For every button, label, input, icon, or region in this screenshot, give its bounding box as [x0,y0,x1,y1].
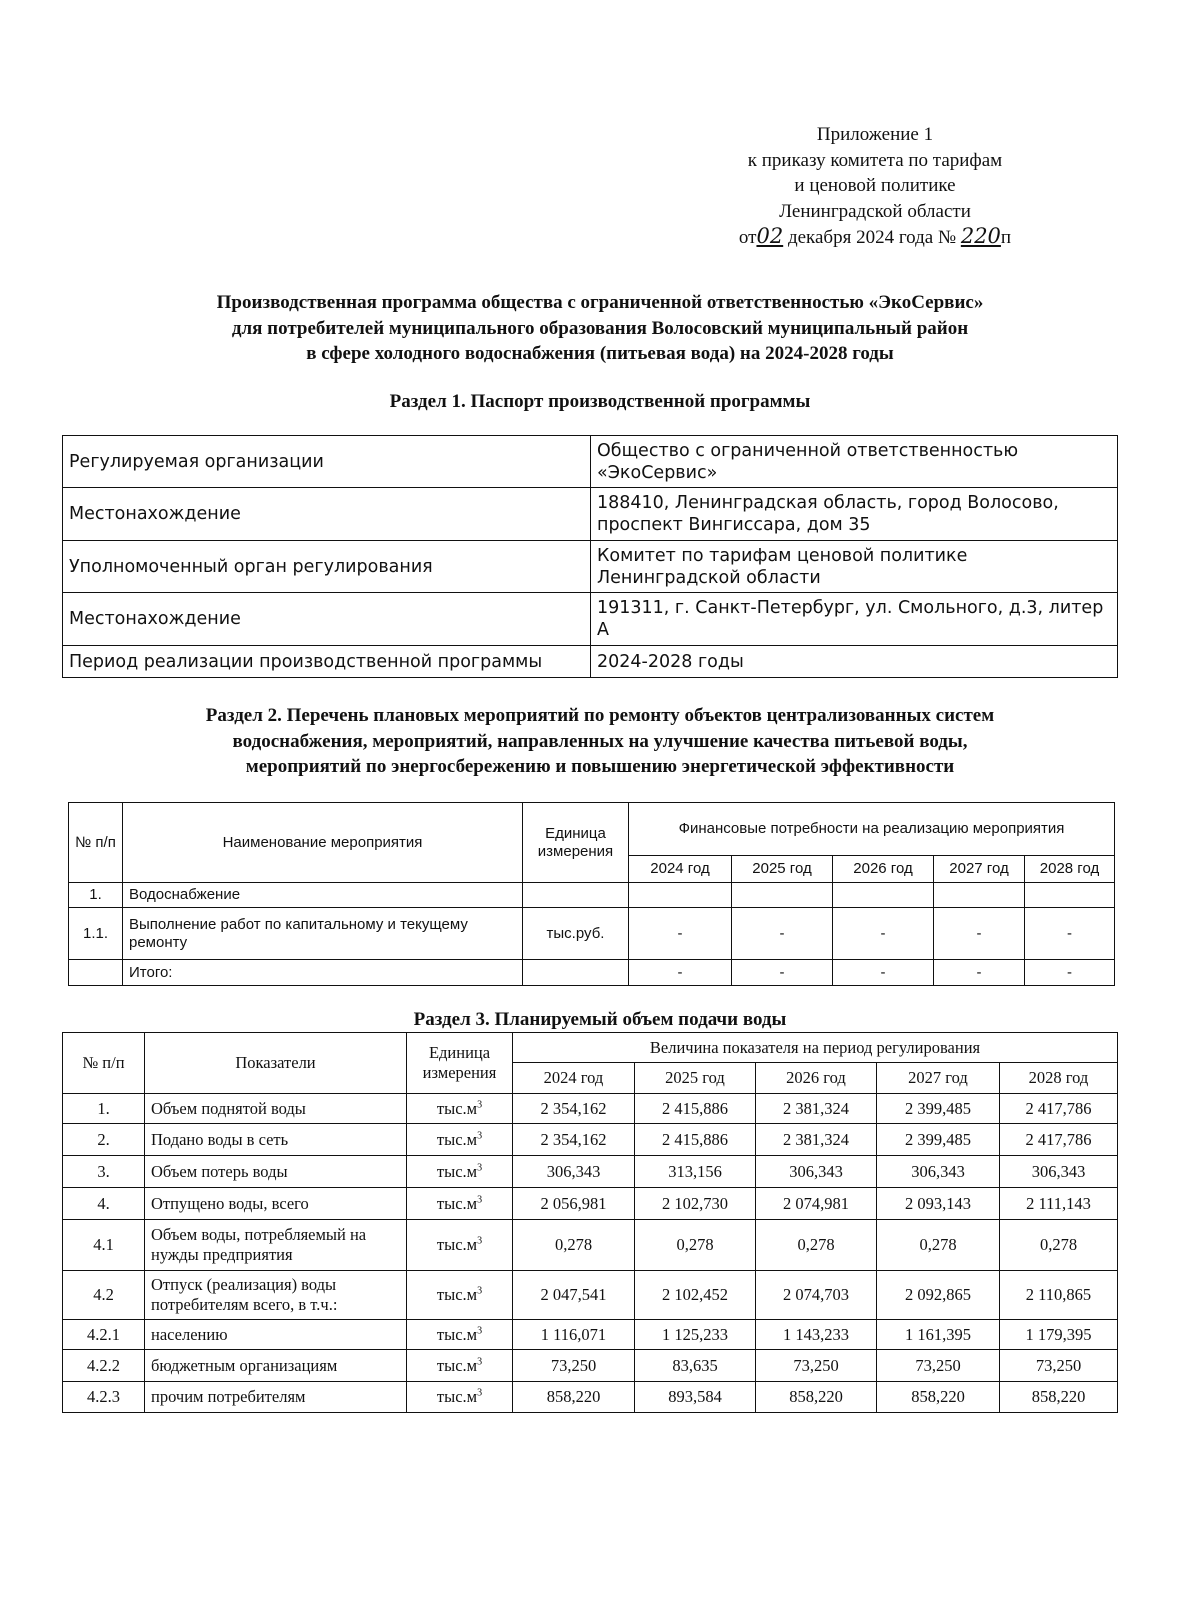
row-value: 2 110,865 [1000,1271,1118,1320]
row-value: 73,250 [756,1350,877,1382]
row-num: 4.2.3 [63,1382,145,1413]
row-value: 1 179,395 [1000,1320,1118,1350]
date-prefix: от [738,227,757,248]
year-header: 2027 год [934,856,1025,883]
unit-base: тыс.м [436,1161,478,1181]
row-unit [407,1320,513,1350]
appendix-header [640,122,1110,251]
title-line: в сфере холодного водоснабжения (питьевая вода) на 2024-2028 годы [306,343,894,364]
passport-label: Местонахождение [63,593,591,646]
document-title [60,290,1140,367]
unit-sup: 3 [477,1235,483,1247]
row-value: - [1025,960,1115,986]
unit-base: тыс.м [436,1129,478,1149]
passport-value: 2024-2028 годы [591,646,1118,678]
header-line: Ленинградской области [779,200,971,222]
row-value: - [732,908,833,960]
row-value: 0,278 [756,1220,877,1271]
unit-sup: 3 [477,1387,483,1399]
row-name: Водоснабжение [123,883,523,908]
passport-label: Регулируемая организации [63,436,591,488]
col-header-name: Показатели [145,1033,407,1094]
table-row [63,1124,1118,1156]
row-value: 2 399,485 [877,1094,1000,1124]
row-num: 4.2 [63,1271,145,1320]
row-value: 1 125,233 [635,1320,756,1350]
row-value: 0,278 [877,1220,1000,1271]
row-unit [523,960,629,986]
passport-label: Период реализации производственной программы [63,646,591,678]
row-value: 2 417,786 [1000,1094,1118,1124]
passport-table [62,435,1118,678]
year-header: 2024 год [513,1063,635,1094]
row-name: бюджетным организациям [145,1350,407,1382]
passport-value: 188410, Ленинградская область, город Волосово, проспект Вингиссара, дом 35 [591,488,1118,541]
row-value: 893,584 [635,1382,756,1413]
row-unit: тыс.руб. [523,908,629,960]
row-name: Объем потерь воды [145,1156,407,1188]
row-value: - [732,960,833,986]
row-value: - [1025,908,1115,960]
row-value: 306,343 [756,1156,877,1188]
unit-sup: 3 [477,1356,483,1367]
row-value: 2 102,452 [635,1271,756,1320]
row-name: населению [145,1320,407,1350]
row-name: Объем воды, потребляемый на нужды предприятия [145,1220,407,1271]
row-value: - [833,908,934,960]
row-name: Итого: [123,960,523,986]
row-value: 2 381,324 [756,1094,877,1124]
row-value: 2 092,865 [877,1271,1000,1320]
title-line: для потребителей муниципального образования Волосовский муниципальный район [231,317,969,339]
row-value: 2 417,786 [1000,1124,1118,1156]
heading-line: мероприятий по энергосбережению и повышению энергетической эффективности [245,756,955,777]
table-row [69,908,1115,960]
measures-table [68,802,1115,986]
unit-base: тыс.м [436,1355,478,1375]
table-row [63,1320,1118,1350]
row-value [833,883,934,908]
order-suffix: п [1000,227,1012,248]
table-row [63,1350,1118,1382]
header-line: Приложение 1 [816,124,934,145]
row-value: 2 056,981 [513,1188,635,1220]
row-value: 2 415,886 [635,1124,756,1156]
section3-heading: Раздел 3. Планируемый объем подачи воды [413,1009,787,1030]
table-row [63,1382,1118,1413]
header-line: к приказу комитета по тарифам [747,149,1003,171]
row-unit [407,1382,513,1413]
row-value: - [629,960,732,986]
passport-value: 191311, г. Санкт-Петербург, ул. Смольного, д.3, литер А [591,593,1118,646]
unit-sup: 3 [477,1285,483,1297]
row-value: - [934,908,1025,960]
unit-base: тыс.м [436,1324,478,1344]
row-value: 2 415,886 [635,1094,756,1124]
col-header-finance: Финансовые потребности на реализацию мероприятия [629,803,1115,856]
row-name: Выполнение работ по капитальному и текущему ремонту [123,908,523,960]
row-unit [407,1350,513,1382]
passport-label: Местонахождение [63,488,591,541]
date-middle: декабря 2024 года № [787,227,957,248]
row-value: 858,220 [877,1382,1000,1413]
row-num: 4.2.1 [63,1320,145,1350]
passport-label: Уполномоченный орган регулирования [63,541,591,593]
row-value: 2 399,485 [877,1124,1000,1156]
row-num: 3. [63,1156,145,1188]
row-value: 0,278 [1000,1220,1118,1271]
row-value: 858,220 [1000,1382,1118,1413]
row-name: Отпущено воды, всего [145,1188,407,1220]
table-row [69,883,1115,908]
section1-heading: Раздел 1. Паспорт производственной программы [389,391,811,412]
unit-sup: 3 [477,1130,483,1141]
row-unit [407,1156,513,1188]
table-row [63,1188,1118,1220]
row-name: Объем поднятой воды [145,1094,407,1124]
row-unit [407,1094,513,1124]
row-value: 2 074,981 [756,1188,877,1220]
row-value [629,883,732,908]
year-header: 2024 год [629,856,732,883]
row-value: 73,250 [513,1350,635,1382]
unit-base: тыс.м [436,1193,478,1213]
col-header-period: Величина показателя на период регулирования [513,1033,1118,1063]
unit-sup: 3 [477,1325,483,1336]
row-value [1025,883,1115,908]
row-value: 0,278 [635,1220,756,1271]
row-value: 858,220 [513,1382,635,1413]
year-header: 2026 год [756,1063,877,1094]
unit-sup: 3 [477,1194,483,1205]
row-num: 4.2.2 [63,1350,145,1382]
unit-base: тыс.м [436,1387,478,1406]
row-num: 1. [69,883,123,908]
col-header-unit: Единица измерения [407,1033,513,1094]
year-header: 2028 год [1025,856,1115,883]
row-value: 858,220 [756,1382,877,1413]
row-value: 2 111,143 [1000,1188,1118,1220]
row-value [732,883,833,908]
passport-value: Комитет по тарифам ценовой политике Ленинградской области [591,541,1118,593]
row-unit [407,1220,513,1271]
row-num: 4.1 [63,1220,145,1271]
row-value: 1 161,395 [877,1320,1000,1350]
row-value: 2 047,541 [513,1271,635,1320]
unit-base: тыс.м [436,1285,478,1304]
row-value: 2 074,703 [756,1271,877,1320]
passport-value: Общество с ограниченной ответственностью «ЭкоСервис» [591,436,1118,488]
row-num: 2. [63,1124,145,1156]
row-value: 2 381,324 [756,1124,877,1156]
row-unit [407,1271,513,1320]
handwritten-order-number: 220 [960,224,1001,248]
row-value: 306,343 [513,1156,635,1188]
row-value: 73,250 [1000,1350,1118,1382]
water-volume-table [62,1032,1118,1413]
table-row [63,1156,1118,1188]
row-value: 1 143,233 [756,1320,877,1350]
row-num: 1.1. [69,908,123,960]
order-date-line [640,224,1110,251]
row-unit [523,883,629,908]
row-name: прочим потребителям [145,1382,407,1413]
row-value: 0,278 [513,1220,635,1271]
row-value: 306,343 [1000,1156,1118,1188]
row-num: 4. [63,1188,145,1220]
row-value: - [833,960,934,986]
col-header-name: Наименование мероприятия [123,803,523,883]
unit-sup: 3 [477,1099,483,1110]
row-value: - [934,960,1025,986]
row-value [934,883,1025,908]
col-header-unit: Единица измерения [523,803,629,883]
row-value: 306,343 [877,1156,1000,1188]
col-header-num: № п/п [63,1033,145,1094]
col-header-num: № п/п [69,803,123,883]
row-name: Отпуск (реализация) воды потребителям всего, в т.ч.: [145,1271,407,1320]
row-value: 2 354,162 [513,1094,635,1124]
table-row [63,1220,1118,1271]
heading-line: Раздел 2. Перечень плановых мероприятий по ремонту объектов централизованных систем [205,705,995,726]
table-row [63,1094,1118,1124]
row-value: 2 093,143 [877,1188,1000,1220]
handwritten-day: 02 [756,224,784,248]
table-row [63,1271,1118,1320]
row-num [69,960,123,986]
unit-base: тыс.м [436,1098,478,1118]
year-header: 2025 год [635,1063,756,1094]
row-unit [407,1188,513,1220]
year-header: 2027 год [877,1063,1000,1094]
section2-heading [60,703,1140,780]
year-header: 2026 год [833,856,934,883]
title-line: Производственная программа общества с ограниченной ответственностью «ЭкоСервис» [216,292,984,313]
header-line: и ценовой политике [794,175,956,196]
row-value: 313,156 [635,1156,756,1188]
unit-base: тыс.м [436,1235,478,1254]
heading-line: водоснабжения, мероприятий, направленных на улучшение качества питьевой воды, [232,730,968,752]
row-value: - [629,908,732,960]
row-value: 1 116,071 [513,1320,635,1350]
unit-sup: 3 [477,1162,483,1173]
row-name: Подано воды в сеть [145,1124,407,1156]
year-header: 2028 год [1000,1063,1118,1094]
row-value: 83,635 [635,1350,756,1382]
row-value: 2 354,162 [513,1124,635,1156]
row-unit [407,1124,513,1156]
row-num: 1. [63,1094,145,1124]
year-header: 2025 год [732,856,833,883]
row-value: 73,250 [877,1350,1000,1382]
table-row-total [69,960,1115,986]
row-value: 2 102,730 [635,1188,756,1220]
